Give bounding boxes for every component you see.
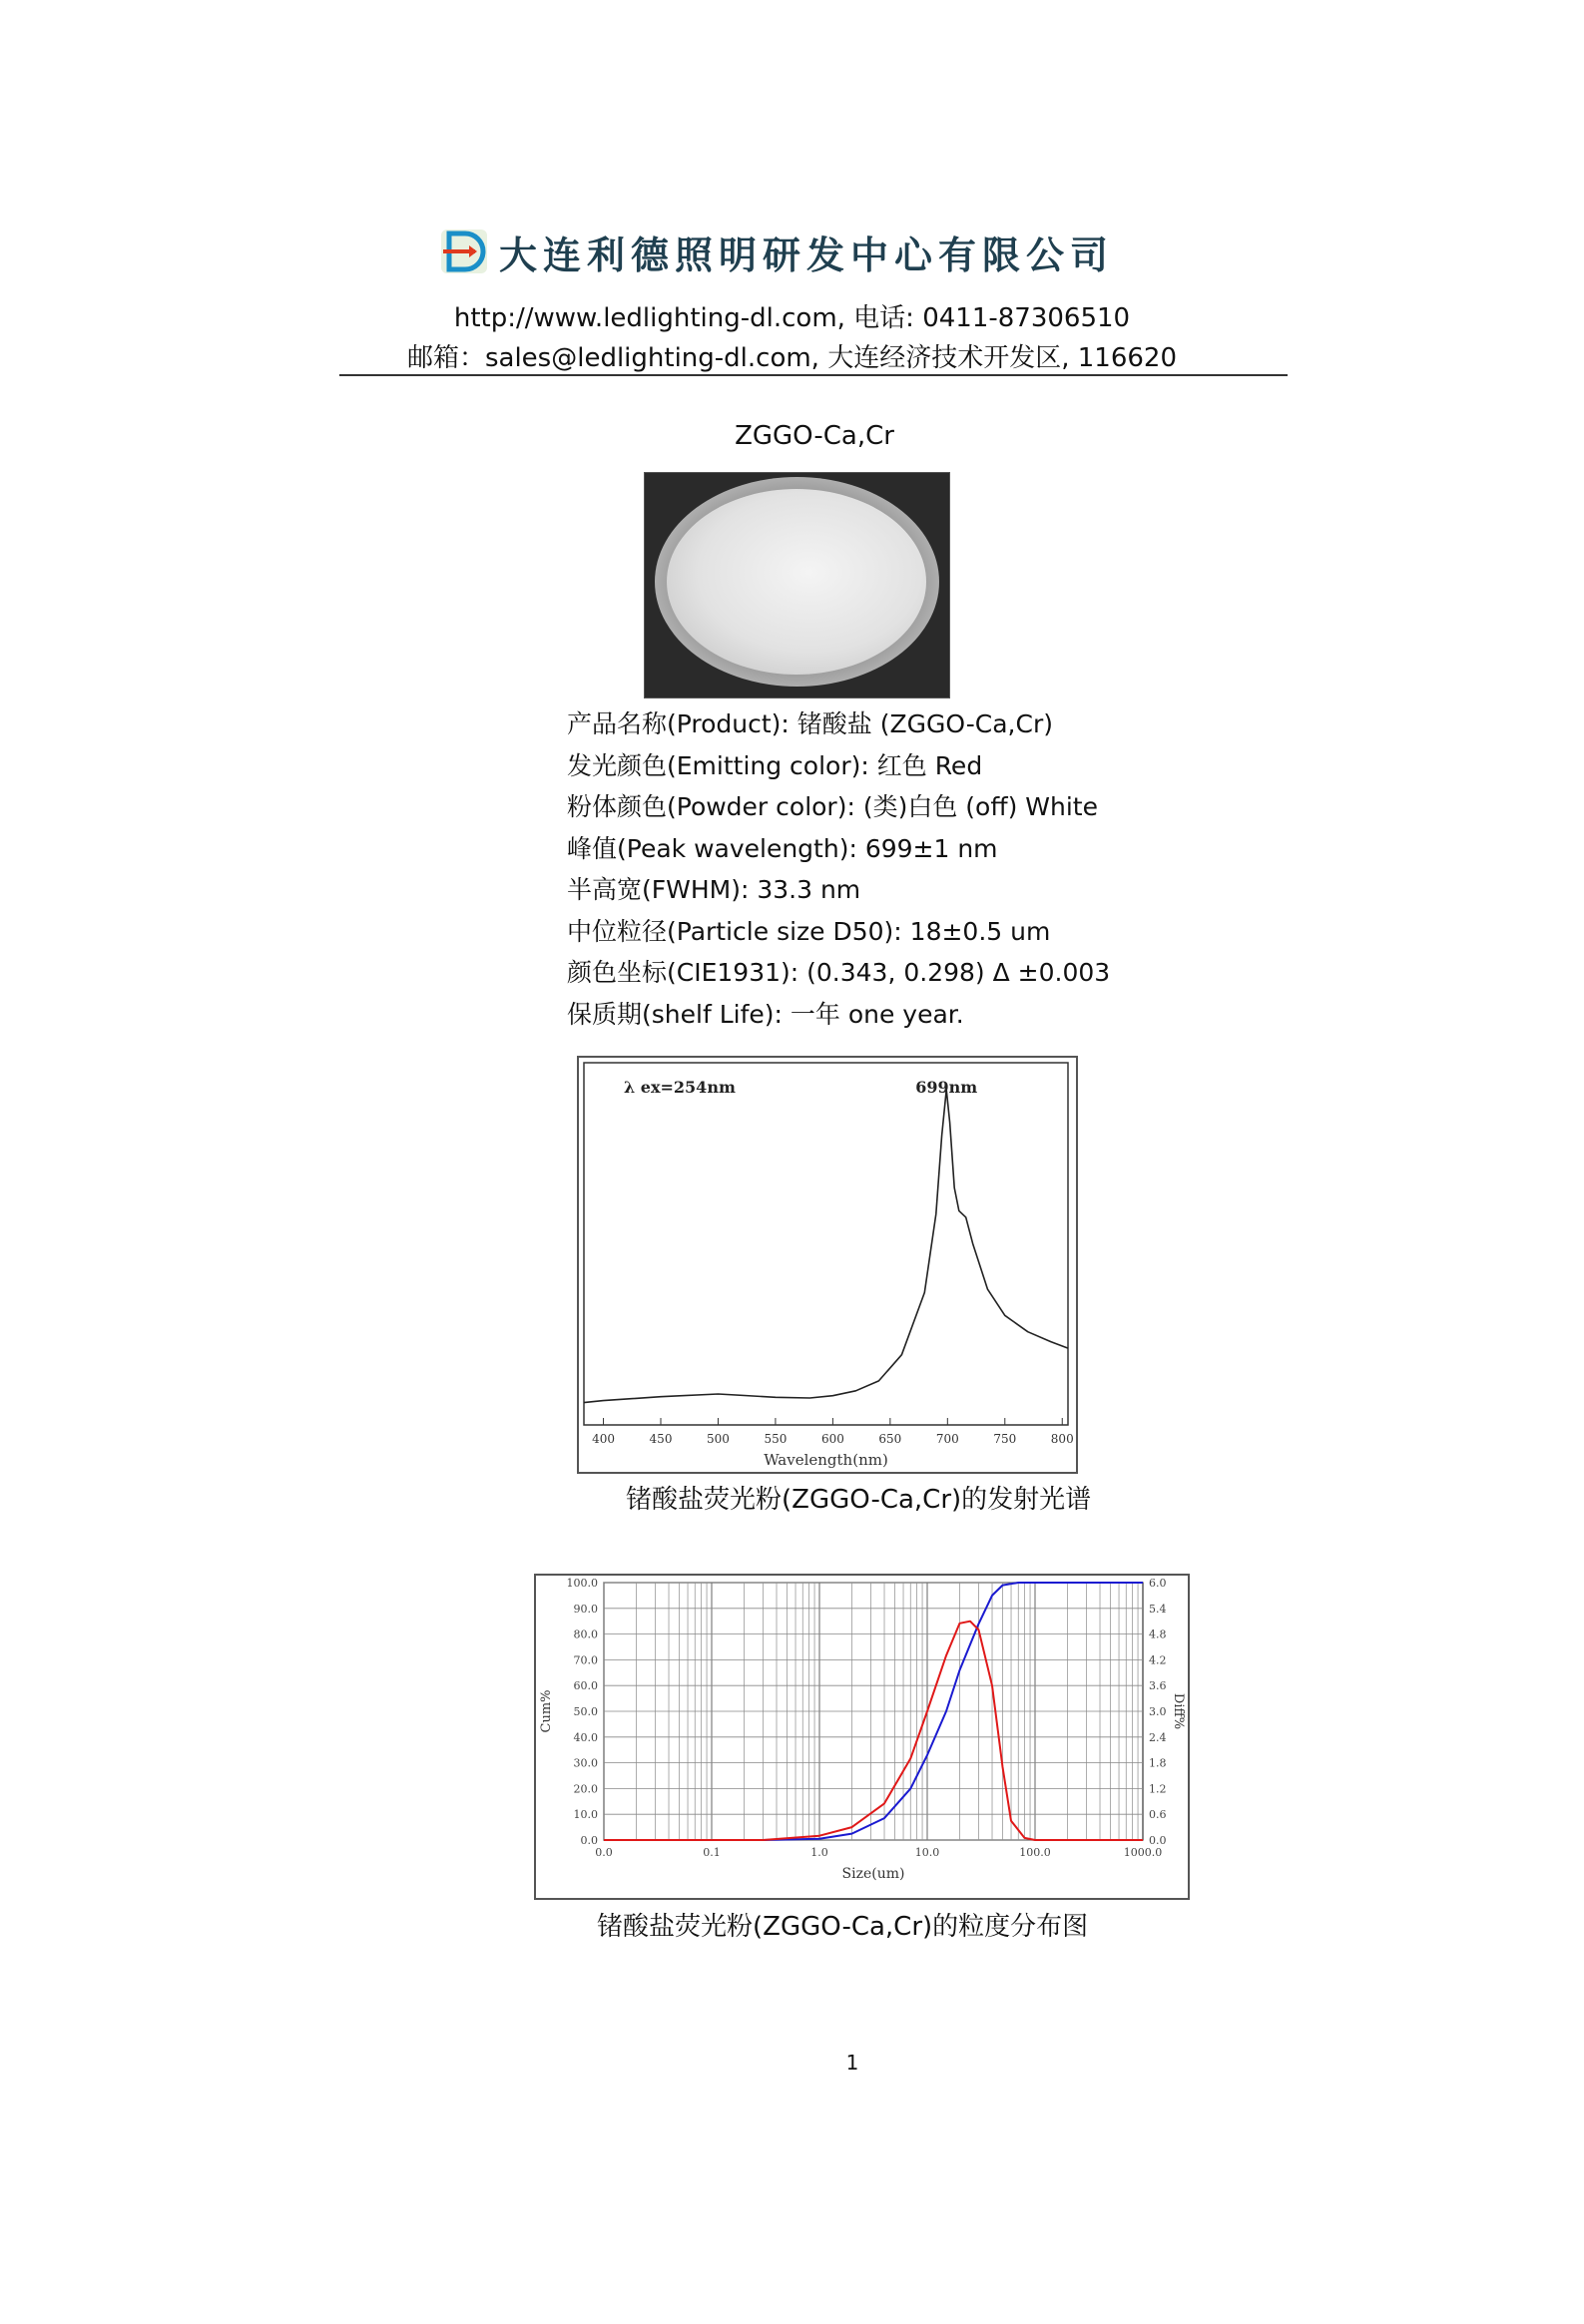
contact-line-email-address: 邮箱：sales@ledlighting-dl.com, 大连经济技术开发区, 116620 [406,343,1177,373]
product-photo [644,472,950,698]
product-properties [567,703,1110,1035]
y2-tick-label: 3.0 [1149,1705,1167,1718]
y-tick-label: 60.0 [573,1679,598,1693]
phosphor-powder [667,489,926,675]
x-tick-label: 450 [649,1432,673,1446]
emission-spectrum-chart [579,1058,1076,1472]
emission-spectrum-caption: 锗酸盐荧光粉(ZGGO-Ca,Cr)的发射光谱 [626,1485,1092,1515]
x-tick-label: 650 [878,1432,902,1446]
company-logo-icon [439,226,491,277]
particle-size-caption: 锗酸盐荧光粉(ZGGO-Ca,Cr)的粒度分布图 [597,1912,1089,1942]
x-tick-label: 1.0 [810,1846,828,1859]
property-fwhm: 半高宽(FWHM): 33.3 nm [567,875,861,904]
x-axis-label: Wavelength(nm) [764,1451,888,1469]
y2-tick-label: 4.2 [1149,1653,1167,1667]
x-tick-label: 700 [935,1432,959,1446]
y-tick-label: 10.0 [573,1808,598,1822]
x-tick-label: 100.0 [1019,1846,1051,1859]
particle-size-chart [536,1576,1188,1898]
x-tick-label: 750 [993,1432,1017,1446]
y2-axis-label: Diff% [1171,1692,1186,1730]
annotation-peak: 699nm [915,1078,978,1097]
y2-tick-label: 1.8 [1149,1756,1167,1770]
y-tick-label: 50.0 [573,1705,598,1718]
particle-size-chart-frame [534,1574,1190,1900]
emission-series-line [584,1090,1068,1403]
y2-tick-label: 2.4 [1149,1730,1167,1744]
y-tick-label: 30.0 [573,1756,598,1770]
y2-tick-label: 3.6 [1149,1679,1167,1693]
y-tick-label: 80.0 [573,1627,598,1641]
y-tick-label: 40.0 [573,1730,598,1744]
y-tick-label: 20.0 [573,1782,598,1796]
property-emitting-color: 发光颜色(Emitting color): 红色 Red [567,750,983,780]
x-axis-label: Size(um) [841,1866,905,1882]
y2-tick-label: 0.0 [1149,1834,1167,1847]
x-tick-label: 600 [820,1432,844,1446]
company-header [439,222,1114,281]
x-tick-label: 400 [592,1432,615,1446]
x-tick-label: 550 [764,1432,788,1446]
y-tick-label: 70.0 [573,1653,598,1667]
annotation-excitation: λ ex=254nm [624,1078,736,1097]
x-tick-label: 0.1 [703,1846,721,1859]
x-tick-label: 500 [707,1432,730,1446]
property-product: 产品名称(Product): 锗酸盐 (ZGGO-Ca,Cr) [567,709,1053,738]
y-axis-label: Cum% [539,1689,554,1733]
x-tick-label: 0.0 [595,1846,613,1859]
y2-tick-label: 1.2 [1149,1782,1167,1796]
header-divider [339,374,1288,376]
y2-tick-label: 6.0 [1149,1577,1167,1590]
x-tick-label: 1000.0 [1123,1846,1163,1859]
contact-line-website-phone: http://www.ledlighting-dl.com, 电话: 0411-87306510 [453,303,1131,333]
x-tick-label: 800 [1050,1432,1074,1446]
company-name: 大连利德照明研发中心有限公司 [499,232,1115,277]
plot-area [584,1063,1068,1425]
page-number: 1 [845,2051,859,2075]
property-peak-wavelength: 峰值(Peak wavelength): 699±1 nm [567,833,998,863]
x-tick-label: 10.0 [914,1846,940,1859]
emission-spectrum-chart-frame [577,1056,1078,1474]
y-tick-label: 100.0 [566,1577,598,1590]
property-cie: 颜色坐标(CIE1931): (0.343, 0.298) Δ ±0.003 [567,958,1111,987]
y2-tick-label: 0.6 [1149,1808,1167,1822]
property-shelf-life: 保质期(shelf Life): 一年 one year. [567,999,964,1029]
y2-tick-label: 4.8 [1149,1627,1167,1641]
y2-tick-label: 5.4 [1149,1602,1167,1616]
y-tick-label: 90.0 [573,1602,598,1616]
y-tick-label: 0.0 [580,1834,598,1847]
product-title: ZGGO-Ca,Cr [735,421,894,451]
property-powder-color: 粉体颜色(Powder color): (类)白色 (off) White [567,792,1098,821]
property-particle-size: 中位粒径(Particle size D50): 18±0.5 um [567,916,1051,946]
